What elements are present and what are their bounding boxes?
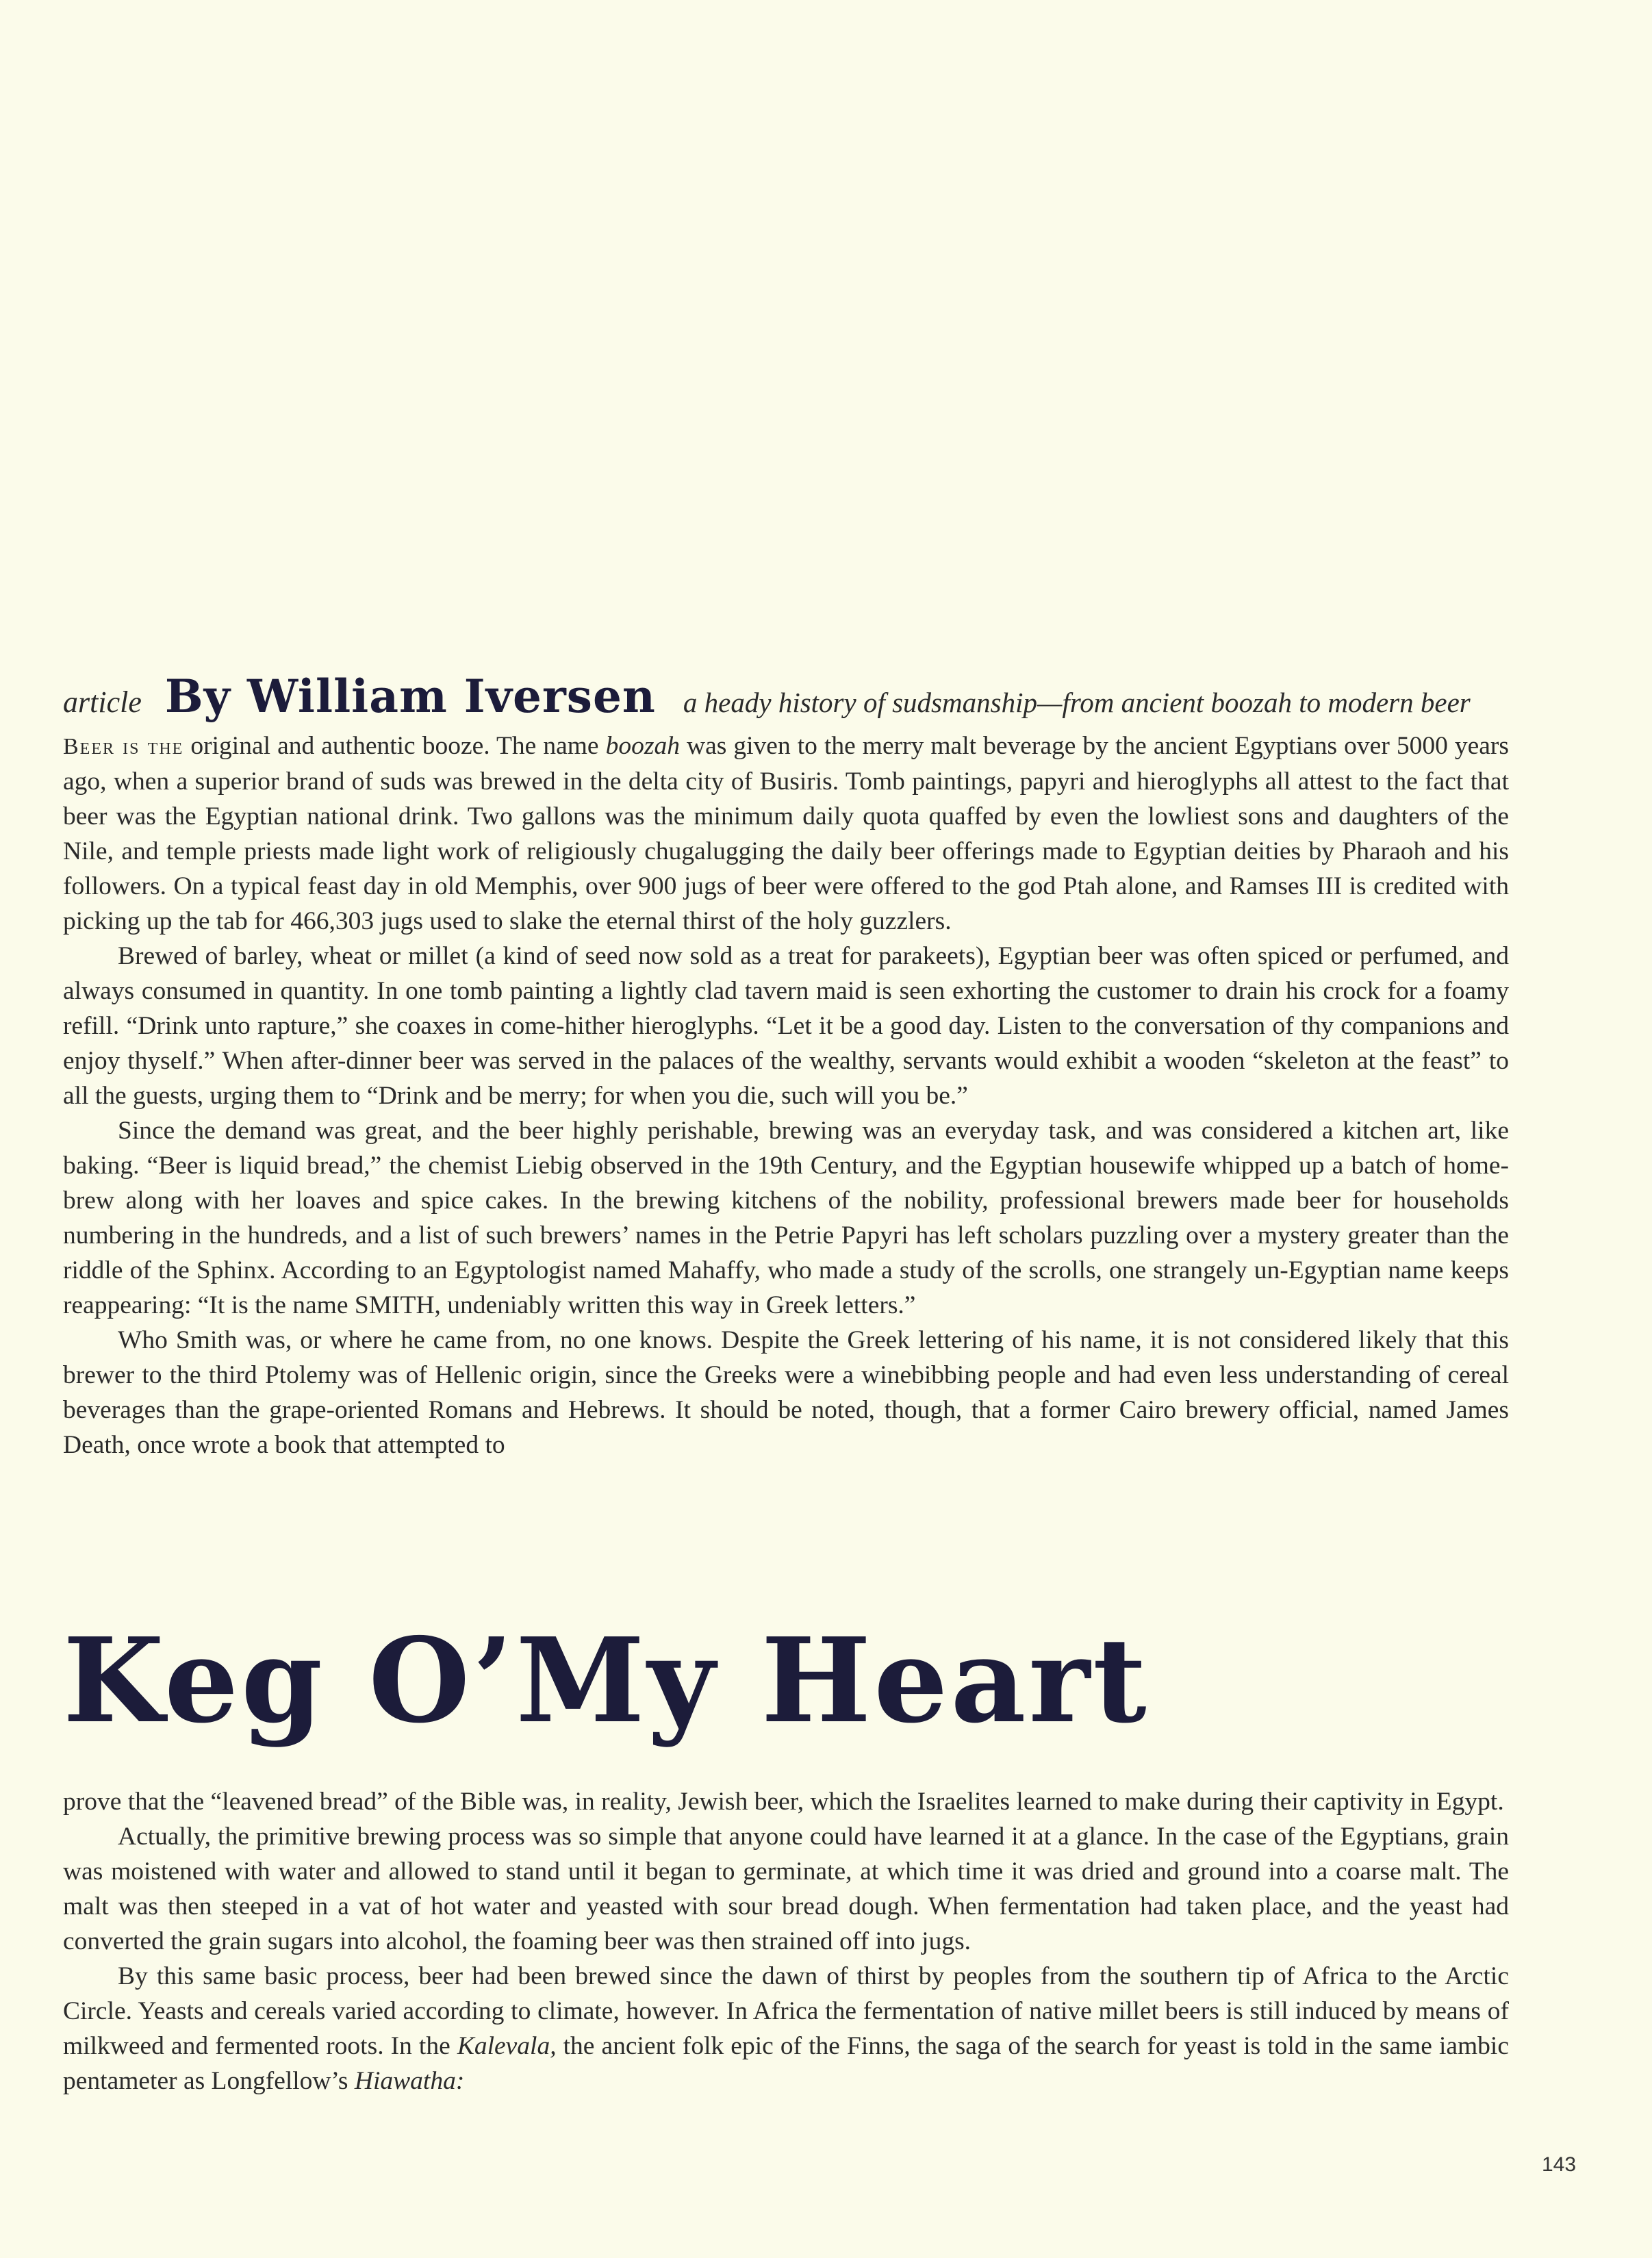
byline-dek: a heady history of sudsmanship—from ancient boozah to modern beer <box>683 687 1471 718</box>
emphasis: Kalevala, <box>457 2032 557 2060</box>
article-title: Keg O’My Heart <box>63 1612 1149 1749</box>
byline <box>63 670 1514 723</box>
emphasis: Hiawatha: <box>354 2067 465 2095</box>
emphasis: boozah <box>605 732 680 760</box>
paragraph: Brewed of barley, wheat or millet (a kind of seed now sold as a treat for parakeets), Egyptian beer was often spiced or perfumed, and always consumed in quantity. In one tomb painting a lightly clad tavern maid is seen exhorting the customer to drain his crock for a foamy refill. “Drink unto rapture,” she coaxes in come-hither hieroglyphs. “Let it be a good day. Listen to the conversation of thy companions and enjoy thyself.” When after-dinner beer was served in the palaces of the wealthy, servants would exhibit a wooden “skeleton at the feast” to all the guests, urging them to “Drink and be merry; for when you die, such will you be.” <box>63 942 1509 1110</box>
paragraph: Actually, the primitive brewing process was so simple that anyone could have learned it at a glance. In the case of the Egyptians, grain was moistened with water and allowed to stand until it began to germinate, at which time it was dried and ground into a coarse malt. The malt was then steeped in a vat of hot water and yeasted with sour bread dough. When fermentation had taken place, and the yeast had converted the grain sugars into alcohol, the foaming beer was then strained off into jugs. <box>63 1823 1509 1955</box>
article-body-upper <box>63 728 1509 1462</box>
byline-author: By William Iversen <box>164 670 656 723</box>
lead-in: Beer is the <box>63 734 184 759</box>
text-run: original and authentic booze. The name <box>183 732 606 760</box>
paragraph: prove that the “leavened bread” of the Bible was, in reality, Jewish beer, which the Israelites learned to make during their captivity in Egypt. <box>63 1788 1504 1816</box>
byline-kicker: article <box>63 685 142 719</box>
article-body-lower <box>63 1784 1509 2098</box>
paragraph: Who Smith was, or where he came from, no one knows. Despite the Greek lettering of his name, it is not considered likely that this brewer to the third Ptolemy was of Hellenic origin, since the Greeks were a winebibbing people and had even less understanding of cereal beverages than the grape-oriented Romans and Hebrews. It should be noted, though, that a former Cairo brewery official, named James Death, once wrote a book that attempted to <box>63 1326 1509 1459</box>
text-run: By this same basic process, beer had been brewed since the dawn of thirst by peoples from the southern tip of Africa to the Arctic Circle. Yeasts and cereals varied according to climate, however. In Africa the fermentation of native millet beers is still induced by means of milkweed and fermented roots. In the <box>63 1962 1509 2060</box>
paragraph <box>63 1959 1509 2098</box>
paragraph <box>63 728 1509 939</box>
page-number: 143 <box>1542 2153 1577 2176</box>
text-run: the ancient folk epic of the Finns, the saga of the search for yeast is told in the same iambic pentameter as Longfellow’s <box>63 2032 1509 2095</box>
paragraph: Since the demand was great, and the beer highly perishable, brewing was an everyday task, and was considered a kitchen art, like baking. “Beer is liquid bread,” the chemist Liebig observed in the 19th Century, and the Egyptian housewife whipped up a batch of home-brew along with her loaves and spice cakes. In the brewing kitchens of the nobility, professional brewers made beer for households numbering in the hundreds, and a list of such brewers’ names in the Petrie Papyri has left scholars puzzling over a mystery greater than the riddle of the Sphinx. According to an Egyptologist named Mahaffy, who made a study of the scrolls, one strangely un-Egyptian name keeps reappearing: “It is the name SMITH, undeniably written this way in Greek letters.” <box>63 1117 1509 1319</box>
text-run: was given to the merry malt beverage by the ancient Egyptians over 5000 years ago, when a superior brand of suds was brewed in the delta city of Busiris. Tomb paintings, papyri and hieroglyphs all attest to the fact that beer was the Egyptian national drink. Two gallons was the minimum daily quota quaffed by even the lowliest sons and daughters of the Nile, and temple priests made light work of religiously chugalugging the daily beer offerings made to Egyptian deities by Pharaoh and his followers. On a typical feast day in old Memphis, over 900 jugs of beer were offered to the god Ptah alone, and Ramses III is credited with picking up the tab for 466,303 jugs used to slake the eternal thirst of the holy guzzlers. <box>63 732 1510 935</box>
